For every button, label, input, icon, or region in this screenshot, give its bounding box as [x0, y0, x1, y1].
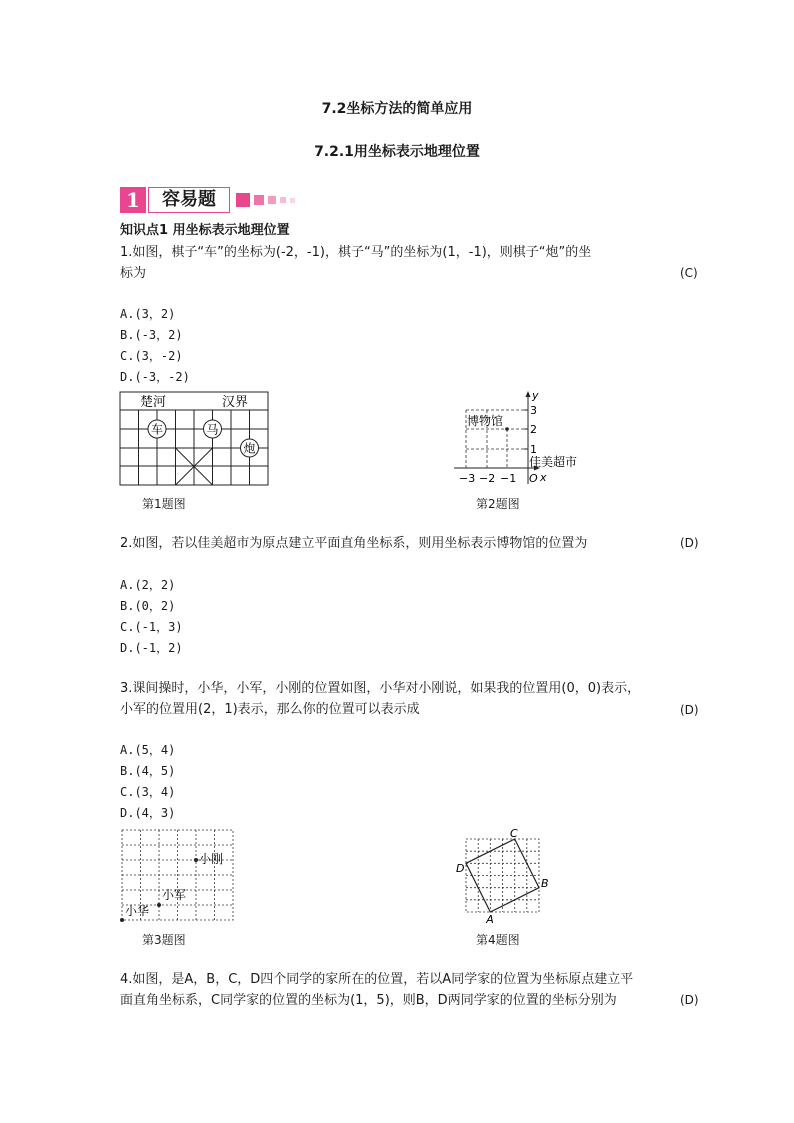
question-1-line-2: 标为	[120, 266, 147, 281]
y-tick-2: 2	[530, 423, 537, 436]
figure-2-caption: 第2题图	[476, 497, 520, 511]
question-2-line-1: 2.如图，若以佳美超市为原点建立平面直角坐标系，则用坐标表示博物馆的位置为	[120, 536, 588, 551]
origin-label: O	[529, 472, 538, 485]
question-4-line-2: 面直角坐标系，C同学家的位置的坐标为(1，5)，则B，D两同学家的位置的坐标分别为	[120, 993, 617, 1008]
figure-4-caption: 第4题图	[476, 933, 520, 947]
question-3-line-1: 3.课间操时，小华，小军，小刚的位置如图，小华对小刚说，如果我的位置用(0，0)表示，	[120, 681, 641, 696]
page-title: 7.2坐标方法的简单应用	[321, 101, 473, 117]
question-1-option-d: D.(-3，-2)	[120, 370, 190, 384]
supermarket-label: 佳美超市	[529, 455, 578, 469]
x-tick-neg1: −1	[500, 472, 517, 485]
question-3-option-d: D.(4，3)	[120, 806, 176, 820]
question-2-answer: (D)	[680, 536, 699, 550]
piece-ma	[204, 420, 222, 438]
question-2-option-c: C.(-1，3)	[120, 620, 183, 634]
figure-4-square-grid	[452, 826, 554, 924]
point-d-label: D	[456, 862, 465, 875]
section-label: 容易题	[148, 187, 230, 213]
y-tick-3: 3	[530, 404, 537, 417]
museum-label: 博物馆	[467, 414, 504, 428]
xiaogang-point	[194, 858, 198, 862]
section-number: 1	[120, 187, 146, 213]
point-a-label: A	[486, 913, 494, 924]
river-left-label: 楚河	[140, 395, 167, 410]
question-1-option-b: B.(-3，2)	[120, 328, 183, 342]
x-tick-neg2: −2	[479, 472, 496, 485]
question-4-line-1: 4.如图，是A，B，C，D四个同学的家所在的位置，若以A同学家的位置为坐标原点建立平	[120, 972, 634, 987]
piece-pao	[241, 439, 259, 457]
point-b-label: B	[541, 877, 549, 890]
section-banner	[120, 187, 230, 213]
question-1-answer: (C)	[680, 266, 698, 280]
figure-1-chessboard	[118, 390, 272, 490]
question-3-option-b: B.(4，5)	[120, 764, 176, 778]
xiaohua-label: 小华	[125, 904, 150, 918]
xiaogang-label: 小刚	[199, 852, 224, 866]
piece-che-label: 车	[150, 422, 164, 437]
xiaohua-point	[120, 918, 124, 922]
question-2-option-a: A.(2，2)	[120, 578, 176, 592]
question-3-option-a: A.(5，4)	[120, 743, 176, 757]
question-4-answer: (D)	[680, 993, 699, 1007]
y-tick-1: 1	[530, 443, 537, 456]
question-2-option-d: D.(-1，2)	[120, 641, 183, 655]
axis-x-label: x	[540, 471, 547, 484]
xiaojun-point	[157, 903, 161, 907]
figure-3-position-grid	[118, 826, 238, 924]
point-c-label: C	[510, 827, 518, 840]
question-3-line-2: 小军的位置用(2，1)表示，那么你的位置可以表示成	[120, 702, 420, 717]
page-subtitle: 7.2.1用坐标表示地理位置	[314, 144, 480, 160]
piece-che	[148, 420, 166, 438]
figure-3-caption: 第3题图	[142, 933, 186, 947]
question-3-answer: (D)	[680, 703, 699, 717]
question-1-line-1: 1.如图，棋子“车”的坐标为(-2，-1)，棋子“马”的坐标为(1，-1)，则棋子“炮”的坐	[120, 245, 592, 260]
question-2-option-b: B.(0，2)	[120, 599, 176, 613]
x-tick-neg3: −3	[459, 472, 476, 485]
knowledge-point: 知识点1 用坐标表示地理位置	[120, 223, 290, 238]
figure-2-coordinate-map	[450, 386, 595, 490]
question-1-option-c: C.(3，-2)	[120, 349, 183, 363]
question-1-option-a: A.(3，2)	[120, 307, 176, 321]
museum-point	[505, 427, 509, 431]
axis-y-label: y	[532, 389, 539, 402]
question-3-option-c: C.(3，4)	[120, 785, 176, 799]
piece-pao-label: 炮	[243, 441, 256, 456]
river-right-label: 汉界	[222, 395, 249, 410]
figure-1-caption: 第1题图	[142, 497, 186, 511]
section-decor	[236, 193, 346, 207]
xiaojun-label: 小军	[162, 888, 187, 902]
piece-ma-label: 马	[206, 422, 219, 437]
